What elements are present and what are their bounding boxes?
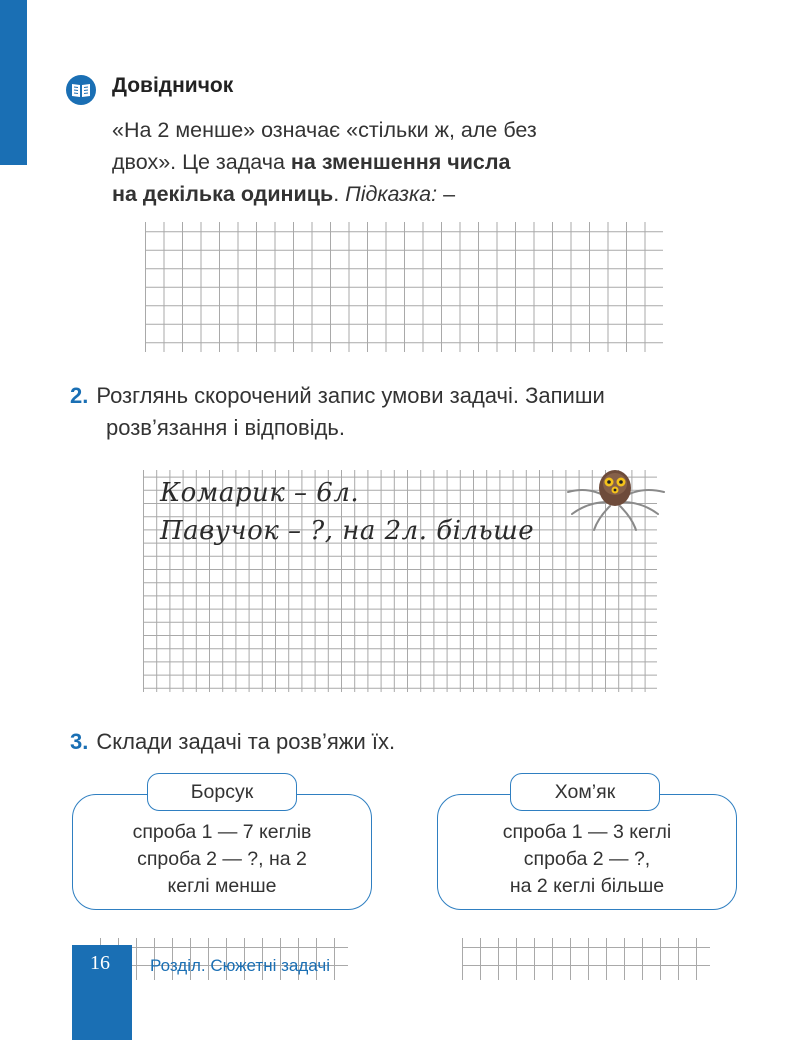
- task-2-text-1: Розглянь скорочений запис умови задачі. Запиши: [96, 383, 605, 408]
- task-2-number: 2.: [70, 383, 89, 408]
- open-book-icon: [66, 75, 96, 105]
- answer-grid-1[interactable]: [145, 222, 663, 352]
- card-hamster-line-1: спроба 1 — 3 кеглі: [502, 821, 672, 843]
- task-2: [70, 380, 750, 444]
- reference-text: [112, 114, 672, 210]
- card-hamster: [437, 794, 737, 910]
- card-badger-label: Борсук: [147, 773, 297, 811]
- card-badger-line-2: спроба 2 — ?, на 2: [137, 848, 307, 870]
- task-2-text-2: розв’язання і відповідь.: [106, 415, 345, 440]
- task-3-text: Склади задачі та розв’яжи їх.: [96, 729, 396, 754]
- reference-line-2: двох». Це задача на зменшення числа: [112, 150, 511, 174]
- reference-line-3: на декілька одиниць. Підказка: –: [112, 182, 456, 206]
- handwriting-line-2: Павучок – ?, на 2л. більше: [160, 516, 535, 546]
- card-badger-line-3: кеглі менше: [167, 875, 277, 897]
- side-tab: [0, 0, 27, 165]
- chapter-title: Розділ. Сюжетні задачі: [150, 956, 330, 975]
- card-hamster-line-3: на 2 кеглі більше: [509, 875, 665, 897]
- task-3: [70, 726, 750, 758]
- spider-illustration: [560, 458, 670, 538]
- task-3-number: 3.: [70, 729, 89, 754]
- card-hamster-line-2: спроба 2 — ?,: [523, 848, 651, 870]
- card-badger-line-1: спроба 1 — 7 кеглів: [132, 821, 312, 843]
- card-hamster-label: Хом’як: [510, 773, 660, 811]
- card-badger: [72, 794, 372, 910]
- reference-title: Довідничок: [112, 74, 234, 97]
- page-number: 16: [90, 952, 110, 974]
- reference-line-1: «На 2 менше» означає «стільки ж, але без: [112, 118, 537, 142]
- handwriting-line-1: Комарик – 6л.: [160, 478, 360, 508]
- answer-grid-4[interactable]: [462, 938, 710, 980]
